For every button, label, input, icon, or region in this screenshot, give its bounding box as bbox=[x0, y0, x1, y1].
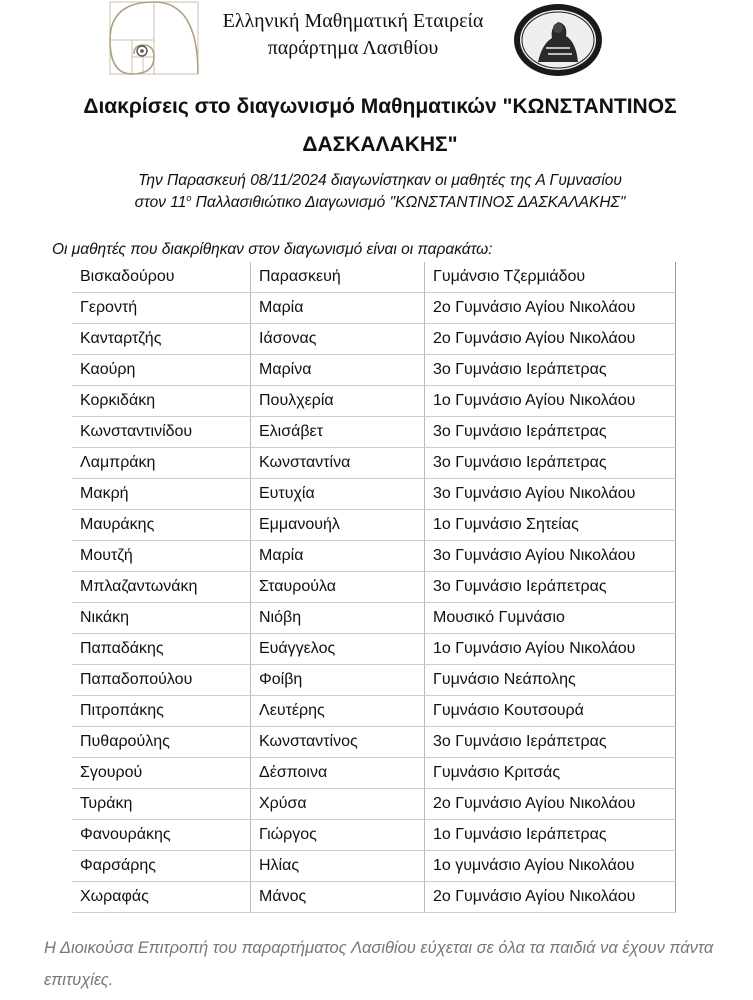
surname-cell: Μουτζή bbox=[72, 541, 251, 572]
first-name-cell: Λευτέρης bbox=[251, 696, 425, 727]
surname-cell: Κωνσταντινίδου bbox=[72, 417, 251, 448]
surname-cell: Καούρη bbox=[72, 355, 251, 386]
table-row bbox=[72, 386, 676, 417]
surname-cell: Βισκαδούρου bbox=[72, 262, 251, 293]
intro-line-2-pre: στον 11 bbox=[134, 194, 187, 211]
surname-cell: Τυράκη bbox=[72, 789, 251, 820]
surname-cell: Φαρσάρης bbox=[72, 851, 251, 882]
first-name-cell: Σταυρούλα bbox=[251, 572, 425, 603]
school-cell: 2ο Γυμνάσιο Αγίου Νικολάου bbox=[425, 293, 676, 324]
school-cell: Γυμνάσιο Κριτσάς bbox=[425, 758, 676, 789]
first-name-cell: Παρασκευή bbox=[251, 262, 425, 293]
surname-cell: Κορκιδάκη bbox=[72, 386, 251, 417]
school-cell: Γυμνάσιο Κουτσουρά bbox=[425, 696, 676, 727]
table-row bbox=[72, 634, 676, 665]
table-row bbox=[72, 820, 676, 851]
first-name-cell: Εμμανουήλ bbox=[251, 510, 425, 541]
first-name-cell: Μαρία bbox=[251, 541, 425, 572]
table-row bbox=[72, 293, 676, 324]
organization-line-1: Ελληνική Μαθηματική Εταιρεία bbox=[222, 10, 484, 32]
first-name-cell: Χρύσα bbox=[251, 789, 425, 820]
school-cell: Μουσικό Γυμνάσιο bbox=[425, 603, 676, 634]
surname-cell: Κανταρτζής bbox=[72, 324, 251, 355]
school-cell: 3ο Γυμνάσιο Ιεράπετρας bbox=[425, 727, 676, 758]
table-row bbox=[72, 479, 676, 510]
first-name-cell: Ελισάβετ bbox=[251, 417, 425, 448]
school-cell: Γυμνάσιο Νεάπολης bbox=[425, 665, 676, 696]
first-name-cell: Ευάγγελος bbox=[251, 634, 425, 665]
school-cell: 1ο γυμνάσιο Αγίου Νικολάου bbox=[425, 851, 676, 882]
surname-cell: Νικάκη bbox=[72, 603, 251, 634]
school-cell: 3ο Γυμνάσιο Αγίου Νικολάου bbox=[425, 479, 676, 510]
letterhead bbox=[0, 0, 753, 80]
table-row bbox=[72, 572, 676, 603]
intro-line-2 bbox=[40, 192, 720, 214]
organization-line-2: παράρτημα Λασιθίου bbox=[267, 37, 439, 59]
table-row bbox=[72, 355, 676, 386]
school-cell: 1ο Γυμνάσιο Σητείας bbox=[425, 510, 676, 541]
surname-cell: Πυθαρούλης bbox=[72, 727, 251, 758]
school-cell: 2ο Γυμνάσιο Αγίου Νικολάου bbox=[425, 882, 676, 913]
first-name-cell: Μάνος bbox=[251, 882, 425, 913]
first-name-cell: Φοίβη bbox=[251, 665, 425, 696]
school-cell: 3ο Γυμνάσιο Αγίου Νικολάου bbox=[425, 541, 676, 572]
school-cell: 2ο Γυμνάσιο Αγίου Νικολάου bbox=[425, 324, 676, 355]
page-title: Διακρίσεις στο διαγωνισμό Μαθηματικών "ΚΩΝΣΤΑΝΤΙΝΟΣ ΔΑΣΚΑΛΑΚΗΣ" bbox=[83, 95, 677, 156]
surname-cell: Παπαδάκης bbox=[72, 634, 251, 665]
first-name-cell: Ιάσονας bbox=[251, 324, 425, 355]
first-name-cell: Νιόβη bbox=[251, 603, 425, 634]
table-row bbox=[72, 665, 676, 696]
golden-spiral-logo-icon bbox=[108, 0, 200, 76]
first-name-cell: Ηλίας bbox=[251, 851, 425, 882]
table-row bbox=[72, 417, 676, 448]
table-row bbox=[72, 696, 676, 727]
table-row bbox=[72, 882, 676, 913]
closing-message: Η Διοικούσα Επιτροπή του παραρτήματος Λασιθίου εύχεται σε όλα τα παιδιά να έχουν πάντα επιτυχίες. bbox=[44, 939, 714, 989]
surname-cell: Μπλαζαντωνάκη bbox=[72, 572, 251, 603]
table-row bbox=[72, 541, 676, 572]
organization-name bbox=[203, 8, 503, 62]
first-name-cell: Κωνσταντίνος bbox=[251, 727, 425, 758]
school-cell: 1ο Γυμνάσιο Αγίου Νικολάου bbox=[425, 386, 676, 417]
school-cell: 1ο Γυμνάσιο Αγίου Νικολάου bbox=[425, 634, 676, 665]
list-intro: Οι μαθητές που διακρίθηκαν στον διαγωνισμό είναι οι παρακάτω: bbox=[52, 241, 493, 258]
first-name-cell: Γιώργος bbox=[251, 820, 425, 851]
table-row bbox=[72, 789, 676, 820]
surname-cell: Γεροντή bbox=[72, 293, 251, 324]
intro-line-2-post: Παλλασιθιώτικο Διαγωνισμό "ΚΩΝΣΤΑΝΤΙΝΟΣ ΔΑΣΚΑΛΑΚΗΣ" bbox=[191, 194, 626, 211]
surname-cell: Φανουράκης bbox=[72, 820, 251, 851]
table-row bbox=[72, 851, 676, 882]
surname-cell: Σγουρού bbox=[72, 758, 251, 789]
school-cell: 3ο Γυμνάσιο Ιεράπετρας bbox=[425, 417, 676, 448]
surname-cell: Πιτροπάκης bbox=[72, 696, 251, 727]
table-row bbox=[72, 448, 676, 479]
first-name-cell: Δέσποινα bbox=[251, 758, 425, 789]
school-cell: 3ο Γυμνάσιο Ιεράπετρας bbox=[425, 572, 676, 603]
first-name-cell: Πουλχερία bbox=[251, 386, 425, 417]
school-cell: 3ο Γυμνάσιο Ιεράπετρας bbox=[425, 448, 676, 479]
first-name-cell: Μαρίνα bbox=[251, 355, 425, 386]
ordinal-superscript: ο bbox=[186, 192, 192, 203]
intro-line-1: Την Παρασκευή 08/11/2024 διαγωνίστηκαν οι μαθητές της Α Γυμνασίου bbox=[138, 172, 622, 189]
table-row bbox=[72, 727, 676, 758]
surname-cell: Παπαδοπούλου bbox=[72, 665, 251, 696]
school-cell: 2ο Γυμνάσιο Αγίου Νικολάου bbox=[425, 789, 676, 820]
first-name-cell: Κωνσταντίνα bbox=[251, 448, 425, 479]
surname-cell: Λαμπράκη bbox=[72, 448, 251, 479]
society-seal-icon bbox=[512, 2, 604, 78]
intro-text bbox=[40, 170, 720, 214]
school-cell: 1ο Γυμνάσιο Ιεράπετρας bbox=[425, 820, 676, 851]
school-cell: Γυμάνσιο Τζερμιάδου bbox=[425, 262, 676, 293]
table-row bbox=[72, 758, 676, 789]
first-name-cell: Μαρία bbox=[251, 293, 425, 324]
surname-cell: Μακρή bbox=[72, 479, 251, 510]
table-row bbox=[72, 262, 676, 293]
surname-cell: Χωραφάς bbox=[72, 882, 251, 913]
school-cell: 3ο Γυμνάσιο Ιεράπετρας bbox=[425, 355, 676, 386]
winners-table-body bbox=[72, 262, 676, 913]
first-name-cell: Ευτυχία bbox=[251, 479, 425, 510]
table-row bbox=[72, 603, 676, 634]
winners-table bbox=[72, 262, 676, 913]
surname-cell: Μαυράκης bbox=[72, 510, 251, 541]
table-row bbox=[72, 510, 676, 541]
table-row bbox=[72, 324, 676, 355]
